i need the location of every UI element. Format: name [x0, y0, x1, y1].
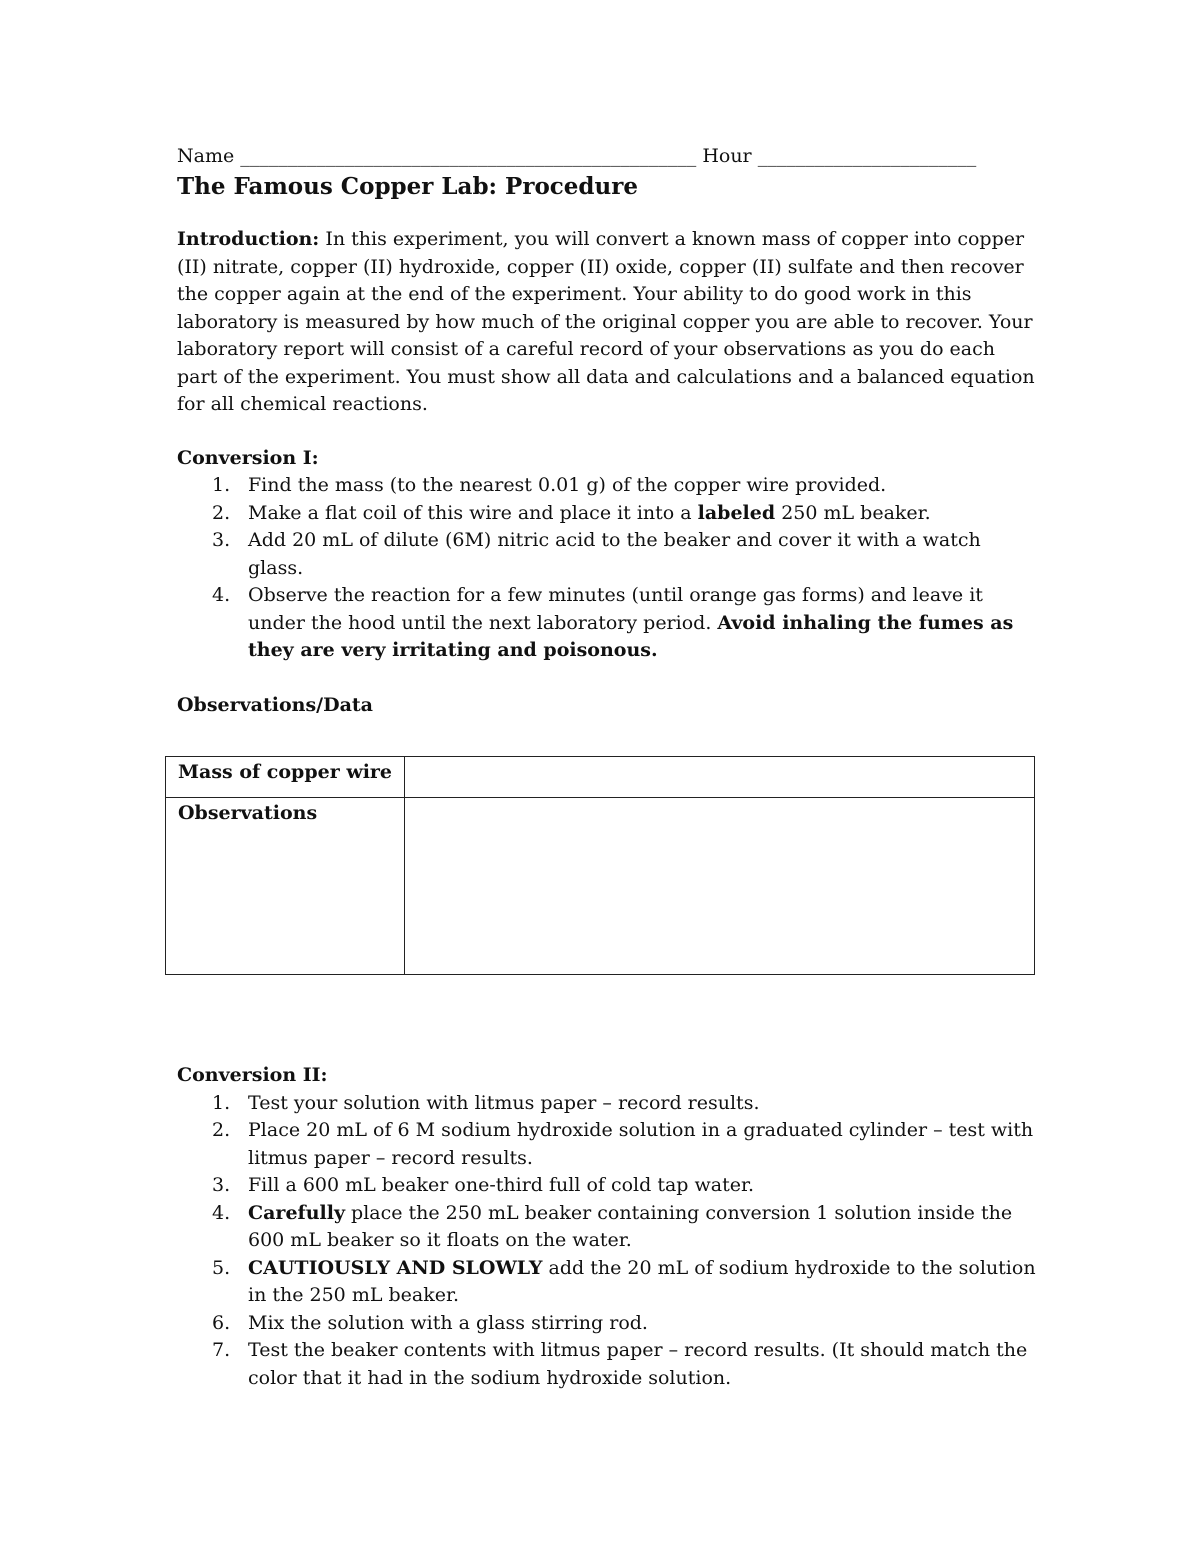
introduction-text: In this experiment, you will convert a known mass of copper into copper (II) nitrate, copper (II) hydroxide, copper (II) oxide, copper (II) sulfate and then recover the copper again at the end of the experiment. Your ability to do good work in this laboratory is measured by how much of the original copper you are able to recover. Your laboratory report will consist of a careful record of your observations as you do each part of the experiment. You must show all data and calculations and a balanced equation for all chemical reactions. — [177, 228, 1035, 415]
step-number: 4. — [212, 584, 231, 606]
table-row — [166, 798, 1035, 975]
observations-heading: Observations/Data — [177, 693, 373, 716]
conversion-1-steps — [177, 472, 1037, 665]
list-item — [177, 472, 1037, 500]
step-text: Place 20 mL of 6 M sodium hydroxide solution in a graduated cylinder – test with litmus paper – record results. — [248, 1119, 1034, 1169]
introduction-paragraph — [177, 226, 1037, 419]
step-number: 5. — [212, 1256, 231, 1279]
conversion-2-heading: Conversion II: — [177, 1064, 328, 1086]
page-title: The Famous Copper Lab: Procedure — [177, 173, 638, 200]
step-text: Fill a 600 mL beaker one-third full of cold tap water. — [248, 1174, 754, 1196]
list-item — [177, 500, 1037, 528]
step-text: Find the mass (to the nearest 0.01 g) of the copper wire provided. — [248, 474, 887, 496]
list-item — [177, 1255, 1037, 1310]
list-item — [177, 1090, 1037, 1118]
list-item — [177, 1117, 1037, 1172]
step-number: 1. — [212, 474, 231, 496]
step-number: 2. — [212, 501, 231, 524]
step-text: Mix the solution with a glass stirring rod. — [248, 1311, 648, 1334]
step-number: 1. — [212, 1091, 231, 1114]
step-text: Make a flat coil of this wire and place it into a — [248, 501, 698, 524]
list-item — [177, 1337, 1037, 1392]
step-text: Test the beaker contents with litmus paper – record results. (It should match the color that it had in the sodium hydroxide solution. — [248, 1339, 1028, 1389]
observations-value-cell[interactable] — [405, 798, 1035, 975]
mass-value-cell[interactable] — [405, 757, 1035, 798]
list-item — [177, 1310, 1037, 1338]
list-item — [177, 1172, 1037, 1200]
safety-warning: Avoid inhaling the fumes as they are very irritating and poisonous. — [248, 611, 1014, 661]
step-emphasis: CAUTIOUSLY AND SLOWLY — [248, 1256, 543, 1279]
list-item — [177, 527, 1037, 582]
step-emphasis: Carefully — [248, 1201, 345, 1224]
step-text: Observe the reaction for a few minutes (until orange gas forms) and leave it under the hood until the next laboratory period. — [248, 584, 983, 634]
hour-blank[interactable]: _______________________ — [757, 145, 977, 167]
step-number: 3. — [212, 529, 231, 551]
step-number: 3. — [212, 1174, 231, 1196]
step-text: Add 20 mL of dilute (6M) nitric acid to the beaker and cover it with a watch glass. — [248, 529, 981, 579]
name-hour-line — [177, 142, 1037, 170]
list-item — [177, 1200, 1037, 1255]
worksheet-page — [177, 142, 1037, 1389]
table-row — [166, 757, 1035, 798]
name-label: Name — [177, 145, 235, 167]
step-text-end: 250 mL beaker. — [775, 501, 931, 524]
step-emphasis: labeled — [697, 501, 776, 524]
step-number: 2. — [212, 1119, 231, 1141]
step-number: 4. — [212, 1201, 231, 1224]
conversion-2-steps — [177, 1090, 1037, 1393]
step-text: place the 250 mL beaker containing conversion 1 solution inside the 600 mL beaker so it floats on the water. — [248, 1201, 1013, 1251]
step-text: add the 20 mL of sodium hydroxide to the solution in the 250 mL beaker. — [248, 1256, 1036, 1306]
step-text: Test your solution with litmus paper – record results. — [248, 1091, 760, 1114]
observations-label-cell: Observations — [166, 798, 405, 975]
step-number: 7. — [212, 1339, 231, 1361]
conversion-2-section — [177, 1062, 1037, 1392]
conversion-1-heading: Conversion I: — [177, 446, 319, 469]
name-blank[interactable]: ________________________________________________ — [240, 145, 697, 167]
hour-label: Hour — [702, 145, 752, 167]
list-item — [177, 582, 1037, 665]
observations-table — [165, 756, 1035, 975]
step-number: 6. — [212, 1311, 231, 1334]
introduction-label: Introduction: — [177, 228, 320, 250]
mass-label-cell: Mass of copper wire — [166, 757, 405, 798]
